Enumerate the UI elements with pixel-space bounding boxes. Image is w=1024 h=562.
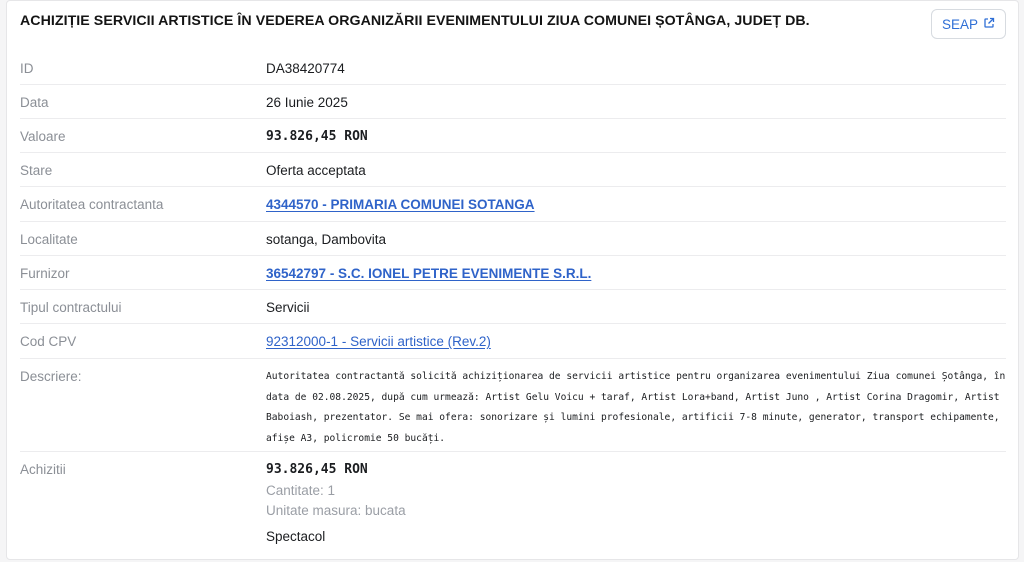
row-valoare — [20, 119, 1006, 153]
row-autoritate — [20, 187, 1006, 222]
row-id — [20, 51, 1006, 85]
link-autoritate[interactable]: 4344570 - PRIMARIA COMUNEI SOTANGA — [266, 197, 535, 212]
label-data: Data — [20, 95, 49, 110]
label-id: ID — [20, 61, 34, 76]
label-furnizor: Furnizor — [20, 266, 70, 281]
value-tip: Servicii — [266, 300, 310, 315]
row-localitate — [20, 222, 1006, 256]
external-link-icon — [983, 17, 995, 32]
row-cpv — [20, 324, 1006, 359]
label-autoritate: Autoritatea contractanta — [20, 197, 164, 212]
row-achizitii — [20, 452, 1006, 562]
seap-button[interactable] — [931, 9, 1006, 39]
label-localitate: Localitate — [20, 232, 78, 247]
page-title: ACHIZIȚIE SERVICII ARTISTICE ÎN VEDEREA ORGANIZĂRII EVENIMENTULUI ZIUA COMUNEI ȘOTÂNGA, JUDEȚ DB. — [20, 13, 810, 29]
seap-button-label: SEAP — [941, 16, 979, 32]
row-tip — [20, 290, 1006, 324]
label-cpv: Cod CPV — [20, 334, 77, 349]
achizitii-unitate: Unitate masura: bucata — [266, 503, 406, 518]
value-stare: Oferta acceptata — [266, 163, 366, 178]
link-furnizor[interactable]: 36542797 - S.C. IONEL PETRE EVENIMENTE S.R.L. — [266, 266, 592, 281]
label-valoare: Valoare — [20, 129, 66, 144]
contract-card — [6, 0, 1019, 560]
label-stare: Stare — [20, 163, 53, 178]
row-stare — [20, 153, 1006, 187]
link-cpv[interactable]: 92312000-1 - Servicii artistice (Rev.2) — [266, 334, 491, 349]
value-descriere: Autoritatea contractantă solicită achiziționarea de servicii artistice pentru organizarea evenimentului Ziua comunei Șotânga, în data de 02.08.2025, după cum urmează: Artist Gelu Voicu + taraf, Artist Lora+band, Artist Juno , Artist Corina Dragomir, Artist Baboiash, prezentator. Se mai ofera: sonorizare și lumini profesionale, artificii 7-8 minute, generator, transport echipamente, afișe A3, policromie 50 bucăți. — [266, 371, 1006, 444]
value-data: 26 Iunie 2025 — [266, 95, 348, 110]
row-data — [20, 85, 1006, 119]
value-id: DA38420774 — [266, 61, 345, 76]
achizitii-cantitate: Cantitate: 1 — [266, 483, 336, 498]
label-descriere: Descriere: — [20, 369, 82, 384]
value-localitate: sotanga, Dambovita — [266, 232, 387, 247]
row-furnizor — [20, 256, 1006, 290]
label-achizitii: Achizitii — [20, 462, 66, 477]
value-achizitii: 93.826,45 RON — [266, 462, 368, 477]
value-valoare: 93.826,45 RON — [266, 129, 368, 144]
label-tip: Tipul contractului — [20, 300, 122, 315]
achizitii-item: Spectacol — [266, 529, 326, 544]
row-descriere — [20, 359, 1006, 452]
